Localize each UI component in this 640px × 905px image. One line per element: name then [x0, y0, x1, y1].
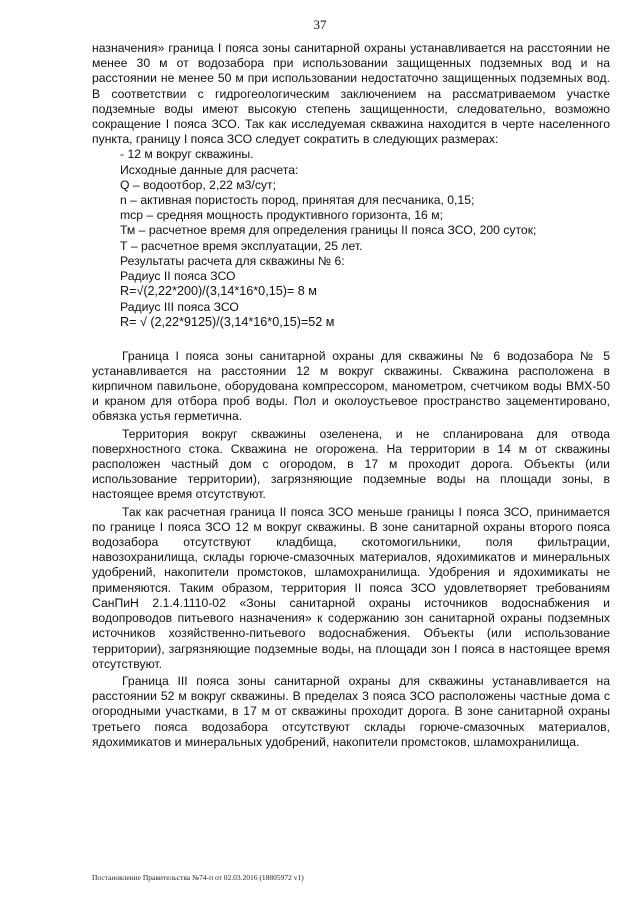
paragraph-3: Так как расчетная граница II пояса ЗСО меньше границы I пояса ЗСО, принимается по границе I пояса ЗСО 12 м вокруг скважины. В зоне санитарной охраны второго пояса водозабора отсутствуют кладбища, скотомогильники, поля фильтрации, навозохранилища, склады горюче-смазочных материалов, ядохимикатов и минеральных удобрений, накопители промстоков, шламохранилища. Удобрения и ядохимикаты не применяются. Таким образом, территория II пояса ЗСО удовлетворяет требованиям СанПиН 2.1.4.1110-02 «Зоны санитарной охраны источников водоснабжения и водопроводов питьевого назначения» к содержанию зон санитарной охраны подземных источников хозяйственно-питьевого водоснабжения. Объекты (или использование территории), загрязняющие подземные воды, на площади зон I пояса в настоящее время отсутствуют. — [92, 504, 610, 671]
formula-radius-3: R= √ (2,22*9125)/(3,14*16*0,15)=52 м — [120, 315, 335, 330]
list-line: Радиус II пояса ЗСО — [120, 269, 236, 284]
page-number: 37 — [313, 17, 327, 32]
paragraph-1: Граница I пояса зоны санитарной охраны для скважины № 6 водозабора № 5 устанавливается на расстоянии 12 м вокруг скважины. Скважина расположена в кирпичном павильоне, оборудована компрессором, манометром, счетчиком воды ВМХ-50 и краном для отбора проб воды. Пол и околоустьевое пространство зацементировано, обвязка устья герметична. — [92, 348, 610, 424]
list-line: mср – средняя мощность продуктивного горизонта, 16 м; — [120, 208, 443, 223]
list-line: Исходные данные для расчета: — [120, 162, 299, 177]
list-line: Результаты расчета для скважины № 6: — [120, 253, 345, 268]
paragraph-4: Граница III пояса зоны санитарной охраны для скважины устанавливается на расстоянии 52 м вокруг скважины. В пределах 3 пояса ЗСО расположены частные дома с огородными участками, в 17 м от скважины проходит дорога. В зоне санитарной охраны третьего пояса водозабора отсутствуют склады горюче-смазочных материалов, ядохимикатов и минеральных удобрений, накопители промстоков, шламохранилища. — [92, 673, 610, 749]
paragraph-2: Территория вокруг скважины озеленена, и не спланирована для отвода поверхностного стока. Скважина не огорожена. На территории в 14 м от скважины расположен частный дом с огородом, в 17 м проходит дорога. Объекты (или использование территории), загрязняющие подземные воды на площади зоны, в настоящее время отсутствуют. — [92, 426, 610, 502]
radius-3-label: Радиус III пояса ЗСО — [120, 299, 239, 314]
list-line: - 12 м вокруг скважины. — [120, 147, 254, 162]
calculation-list — [92, 147, 610, 330]
list-line: Т – расчетное время эксплуатации, 25 лет. — [120, 238, 363, 253]
list-line: n – активная пористость пород, принятая для песчаника, 0,15; — [120, 193, 475, 208]
document-body — [92, 41, 610, 750]
formula-radius-2: R=√(2,22*200)/(3,14*16*0,15)= 8 м — [120, 284, 317, 299]
paragraph-intro: назначения» граница I пояса зоны санитарной охраны устанавливается на расстоянии не менее 30 м от водозабора при использовании защищенных подземных вод и на расстоянии не менее 50 м при использовании недостаточно защищенных подземных вод. В соответствии с гидрогеологическим заключением на рассматриваемом участке подземные воды имеют высокую степень защищенности, следовательно, возможно сокращение I пояса ЗСО. Так как исследуемая скважина находится в черте населенного пункта, границу I пояса ЗСО следует сократить в следующих размерах: — [92, 41, 610, 147]
footer-note: Постановление Правительства №74-п от 02.03.2016 (18805972 v1) — [92, 873, 304, 882]
list-line: Тм – расчетное время для определения границы II пояса ЗСО, 200 суток; — [120, 223, 537, 238]
list-line: Q – водоотбор, 2,22 м3/сут; — [120, 177, 276, 192]
